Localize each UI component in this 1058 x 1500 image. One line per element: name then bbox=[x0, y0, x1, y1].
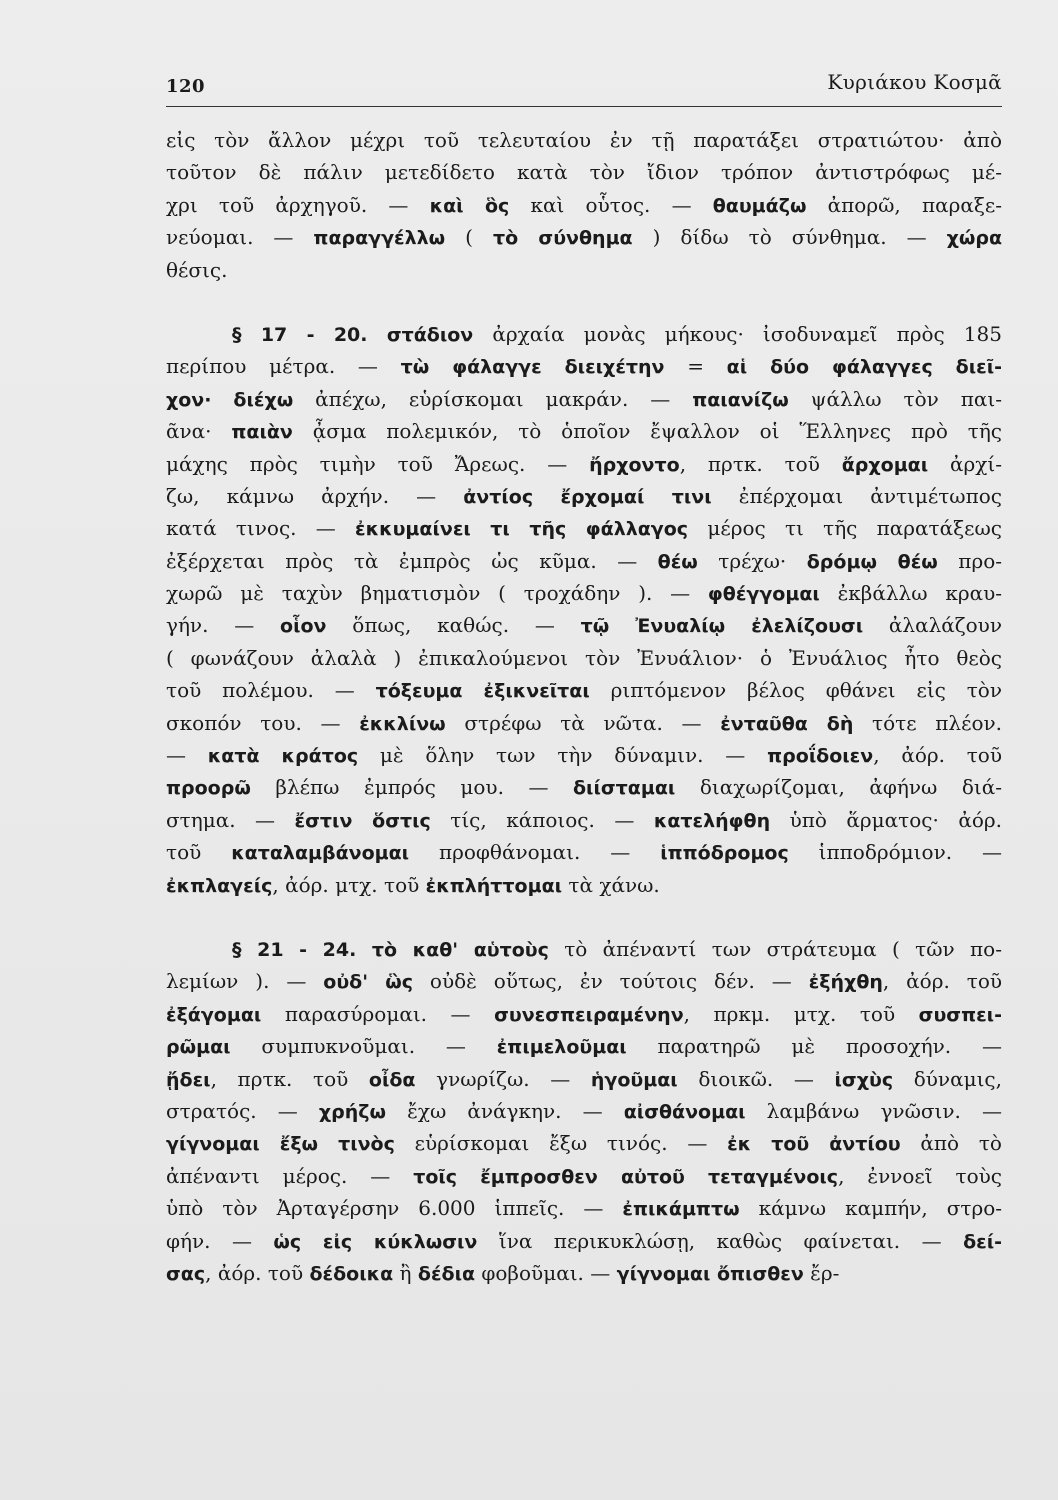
lemma-term: ἐκκυμαίνει τι τῆς φάλλαγος bbox=[355, 518, 689, 541]
gloss-text: καὶ οὗτος. — bbox=[509, 192, 713, 217]
lemma-term: ἐκκλίνω bbox=[359, 712, 446, 735]
text-line bbox=[166, 707, 1002, 739]
gloss-text: λεμίων ). — bbox=[166, 969, 324, 994]
lemma-term: § 17 - 20. bbox=[232, 323, 387, 346]
paragraph bbox=[166, 933, 1002, 1289]
gloss-text: στρατός. — bbox=[166, 1098, 319, 1123]
gloss-text: , ἐννοεῖ τοὺς bbox=[838, 1163, 1002, 1188]
body-text bbox=[166, 124, 1002, 1289]
gloss-text: τότε πλέον. bbox=[853, 710, 1002, 735]
lemma-term: ἐκ τοῦ ἀντίου bbox=[727, 1133, 901, 1156]
text-line bbox=[166, 1257, 1002, 1289]
text-line bbox=[166, 1160, 1002, 1192]
text-line bbox=[166, 674, 1002, 706]
gloss-text: προ- bbox=[937, 548, 1002, 573]
gloss-text: διαχωρίζομαι, ἀφήνω διά- bbox=[675, 775, 1002, 800]
gloss-text: φοβοῦμαι. — bbox=[475, 1260, 617, 1285]
gloss-text: θέσις. bbox=[166, 257, 228, 282]
gloss-text: ἔχω ἀνάγκην. — bbox=[386, 1098, 624, 1123]
gloss-text: βλέπω ἐμπρός μου. — bbox=[250, 775, 573, 800]
text-line bbox=[166, 933, 1002, 965]
lemma-term: χον· bbox=[166, 388, 212, 411]
lemma-term: παιανίζω bbox=[692, 388, 789, 411]
running-head: Κυριάκου Κοσμᾶ bbox=[827, 70, 1002, 94]
gloss-text: χρι τοῦ ἀρχηγοῦ. — bbox=[166, 192, 430, 217]
gloss-text: παρασύρομαι. — bbox=[261, 1001, 495, 1026]
lemma-term: χρήζω bbox=[318, 1100, 386, 1123]
gloss-text: λαμβάνω γνῶσιν. — bbox=[745, 1098, 1002, 1123]
gloss-text: γνωρίζω. — bbox=[415, 1066, 591, 1091]
gloss-text: σκοπόν του. — bbox=[166, 710, 360, 735]
lemma-term: τὸ καθ' αὑτοὺς bbox=[371, 938, 549, 961]
text-line bbox=[166, 739, 1002, 771]
text-line bbox=[166, 448, 1002, 480]
gloss-text: ἐπέρχομαι ἀντιμέτωπος bbox=[711, 483, 1002, 508]
gloss-text: ἀρχί- bbox=[928, 451, 1002, 476]
lemma-term: διέχω bbox=[233, 388, 294, 411]
gloss-text: ἀρχαία μονὰς μήκους· ἰσοδυναμεῖ πρὸς 185 bbox=[473, 321, 1002, 346]
gloss-text: ἔρ- bbox=[803, 1260, 840, 1285]
paragraph bbox=[166, 318, 1002, 901]
lemma-term: καὶ ὃς bbox=[429, 194, 510, 217]
lemma-term: διίσταμαι bbox=[573, 777, 676, 800]
lemma-term: δέδια bbox=[417, 1262, 476, 1285]
gloss-text: ὑπὸ ἅρματος· ἀόρ. bbox=[770, 807, 1002, 832]
lemma-term: συνεσπειραμένην bbox=[494, 1003, 684, 1026]
gloss-text: γήν. — bbox=[166, 613, 281, 638]
text-line bbox=[166, 350, 1002, 382]
text-line bbox=[166, 609, 1002, 641]
lemma-term: ὡς εἰς κύκλωσιν bbox=[273, 1230, 478, 1253]
lemma-term: χώρα bbox=[946, 227, 1002, 250]
lemma-term: ἱππόδρομος bbox=[660, 842, 789, 865]
lemma-term: παραγγέλλω bbox=[313, 227, 446, 250]
gloss-text: ψάλλω τὸν παι- bbox=[788, 386, 1002, 411]
lemma-term: σας bbox=[166, 1262, 206, 1285]
lemma-term: συσπει- bbox=[918, 1003, 1002, 1026]
text-line bbox=[166, 998, 1002, 1030]
text-line bbox=[166, 577, 1002, 609]
page-header bbox=[166, 70, 1002, 107]
gloss-text: κάμνω καμπήν, στρο- bbox=[739, 1196, 1002, 1221]
gloss-text: , ἀόρ. τοῦ bbox=[873, 743, 1002, 768]
text-line bbox=[166, 156, 1002, 188]
lemma-term: ἰσχὺς bbox=[834, 1068, 894, 1091]
text-line bbox=[166, 869, 1002, 901]
text-line bbox=[166, 836, 1002, 868]
gloss-text: ἐκβάλλω κραυ- bbox=[819, 581, 1002, 606]
gloss-text: , ἀόρ. τοῦ bbox=[205, 1260, 310, 1285]
text-line bbox=[166, 1030, 1002, 1062]
gloss-text: εἰς τὸν ἄλλον μέχρι τοῦ τελευταίου ἐν τῇ παρατάξει στρατιώτου· ἀπὸ bbox=[166, 128, 1002, 152]
text-line bbox=[166, 254, 1002, 286]
lemma-term: γίγνομαι ὄπισθεν bbox=[616, 1262, 804, 1285]
gloss-text: , ἀόρ. τοῦ bbox=[882, 969, 1002, 994]
lemma-term: ἐνταῦθα δὴ bbox=[720, 712, 854, 735]
text-line bbox=[166, 1225, 1002, 1257]
gloss-text: ( φωνάζουν ἀλαλὰ ) ἐπικαλούμενοι τὸν Ἐνυάλιον· ὁ Ἐνυάλιος ἦτο θεὸς bbox=[166, 645, 1002, 670]
text-line bbox=[166, 221, 1002, 253]
gloss-text: μὲ ὅλην των τὴν δύναμιν. — bbox=[358, 743, 768, 768]
lemma-term: προορῶ bbox=[166, 777, 251, 800]
gloss-text: τοῦ bbox=[166, 840, 232, 865]
gloss-text: τὰ χάνω. bbox=[562, 872, 660, 897]
gloss-text: ἀπέχω, εὑρίσκομαι μακράν. — bbox=[293, 386, 693, 411]
lemma-term: ἐξήχθη bbox=[808, 971, 883, 994]
gloss-text: στημα. — bbox=[166, 807, 295, 832]
gloss-text: ὑπὸ τὸν Ἀρταγέρσην 6.000 ἱππεῖς. — bbox=[166, 1196, 623, 1221]
paragraph-gap bbox=[166, 286, 1002, 318]
lemma-term: δεί- bbox=[963, 1230, 1002, 1253]
gloss-text: τὸ ἀπέναντί των στράτευμα ( τῶν πο- bbox=[548, 936, 1002, 961]
lemma-term: ἀντίος ἔρχομαί τινι bbox=[463, 485, 712, 508]
gloss-text: ἀπὸ τὸ bbox=[900, 1131, 1002, 1156]
text-line bbox=[166, 545, 1002, 577]
gloss-text: ἵνα περικυκλώσῃ, καθὼς φαίνεται. — bbox=[477, 1228, 964, 1253]
gloss-text: τίς, κάποιος. — bbox=[430, 807, 654, 832]
lemma-term: ᾔδει bbox=[166, 1068, 211, 1091]
text-line bbox=[166, 124, 1002, 156]
lemma-term: θέω bbox=[657, 550, 698, 573]
gloss-text: κατά τινος. — bbox=[166, 516, 356, 541]
lemma-term: ἔστιν ὅστις bbox=[294, 809, 431, 832]
gloss-text: = bbox=[664, 354, 727, 379]
gloss-text: νεύομαι. — bbox=[166, 225, 314, 250]
lemma-term: αἰσθάνομαι bbox=[623, 1100, 746, 1123]
lemma-term: κατὰ κράτος bbox=[207, 745, 359, 768]
text-line bbox=[166, 1192, 1002, 1224]
gloss-text: ( bbox=[445, 225, 493, 250]
lemma-term: φθέγγομαι bbox=[707, 583, 820, 606]
lemma-term: κατελήφθη bbox=[653, 809, 771, 832]
lemma-term: ἐξάγομαι bbox=[166, 1003, 262, 1026]
text-line bbox=[166, 318, 1002, 350]
lemma-term: τὼ φάλαγγε διειχέτην bbox=[400, 356, 665, 379]
text-line bbox=[166, 383, 1002, 415]
text-line bbox=[166, 1095, 1002, 1127]
text-line bbox=[166, 804, 1002, 836]
lemma-term: τὸ σύνθημα bbox=[492, 227, 633, 250]
lemma-term: ρῶμαι bbox=[166, 1036, 231, 1059]
lemma-term: θαυμάζω bbox=[712, 194, 807, 217]
gloss-text: περίπου μέτρα. — bbox=[166, 354, 401, 379]
gloss-text: ζω, κάμνω ἀρχήν. — bbox=[166, 483, 464, 508]
gloss-text: ᾆσμα πολεμικόν, τὸ ὁποῖον ἔψαλλον οἱ Ἕλληνες πρὸ τῆς bbox=[292, 419, 1002, 444]
paragraph-gap bbox=[166, 901, 1002, 933]
gloss-text: ἀπορῶ, παραξε- bbox=[806, 192, 1002, 217]
gloss-text: μέρος τι τῆς παρατάξεως bbox=[688, 516, 1002, 541]
lemma-term: ἄρχομαι bbox=[841, 453, 929, 476]
gloss-text: προφθάνομαι. — bbox=[409, 840, 661, 865]
text-line bbox=[166, 642, 1002, 674]
text-line bbox=[166, 771, 1002, 803]
gloss-text: συμπυκνοῦμαι. — bbox=[230, 1034, 497, 1059]
gloss-text: ἱπποδρόμιον. — bbox=[788, 840, 1002, 865]
gloss-text: ἀπέναντι μέρος. — bbox=[166, 1163, 414, 1188]
page-number: 120 bbox=[166, 76, 206, 97]
gloss-text: ᾶνα· bbox=[166, 419, 232, 444]
lemma-term: ἐπικάμπτω bbox=[622, 1198, 740, 1221]
gloss-text: , πρτκ. τοῦ bbox=[210, 1066, 369, 1091]
gloss-text: ἀλαλάζουν bbox=[863, 613, 1002, 638]
lemma-term: ἐκπλαγείς bbox=[166, 874, 273, 897]
gloss-text: ἢ bbox=[393, 1260, 418, 1285]
gloss-text: εὑρίσκομαι ἔξω τινός. — bbox=[394, 1131, 728, 1156]
gloss-text: , πρτκ. τοῦ bbox=[679, 451, 842, 476]
text-line bbox=[166, 480, 1002, 512]
gloss-text: δύναμις, bbox=[893, 1066, 1002, 1091]
lemma-term: ἡγοῦμαι bbox=[590, 1068, 678, 1091]
gloss-text: τοῦ πολέμου. — bbox=[166, 678, 376, 703]
gloss-text: στρέφω τὰ νῶτα. — bbox=[445, 710, 721, 735]
gloss-text bbox=[211, 387, 233, 411]
gloss-text: ) δίδω τὸ σύνθημα. — bbox=[632, 225, 947, 250]
gloss-text: τρέχω· bbox=[697, 548, 807, 573]
lemma-term: δρόμῳ θέω bbox=[806, 550, 938, 573]
lemma-term: αἱ δύο φάλαγγες διεῖ- bbox=[726, 356, 1002, 379]
gloss-text: , πρκμ. μτχ. τοῦ bbox=[683, 1001, 919, 1026]
lemma-term: ἤρχοντο bbox=[589, 453, 680, 476]
text-line bbox=[166, 512, 1002, 544]
gloss-text: παρατηρῶ μὲ προσοχήν. — bbox=[626, 1034, 1002, 1059]
gloss-text: — bbox=[166, 743, 208, 768]
lemma-term: τοῖς ἔμπροσθεν αὐτοῦ τεταγμένοις bbox=[413, 1165, 839, 1188]
gloss-text: ριπτόμενον βέλος φθάνει εἰς τὸν bbox=[589, 678, 1002, 703]
lemma-term: οἶδα bbox=[368, 1068, 416, 1091]
gloss-text: ἐξέρχεται πρὸς τὰ ἐμπρὸς ὡς κῦμα. — bbox=[166, 548, 658, 573]
lemma-term: τόξευμα ἐξικνεῖται bbox=[375, 680, 590, 703]
gloss-text: φήν. — bbox=[166, 1228, 274, 1253]
lemma-term: καταλαμβάνομαι bbox=[231, 842, 410, 865]
lemma-term: ἐκπλήττομαι bbox=[425, 874, 563, 897]
text-line bbox=[166, 965, 1002, 997]
lemma-term: οἷον bbox=[280, 615, 327, 638]
paragraph bbox=[166, 124, 1002, 286]
gloss-text: , ἀόρ. μτχ. τοῦ bbox=[272, 872, 426, 897]
text-line bbox=[166, 1127, 1002, 1159]
gloss-text: μάχης πρὸς τιμὴν τοῦ Ἄρεως. — bbox=[166, 451, 590, 476]
gloss-text: διοικῶ. — bbox=[677, 1066, 835, 1091]
gloss-text: χωρῶ μὲ ταχὺν βηματισμὸν ( τροχάδην ). — bbox=[166, 581, 708, 606]
lemma-term: § 21 - 24. bbox=[232, 938, 372, 961]
lemma-term: στάδιον bbox=[386, 323, 474, 346]
lemma-term: τῷ Ἐνυαλίῳ ἐλελίζουσι bbox=[580, 615, 864, 638]
gloss-text: τοῦτον δὲ πάλιν μετεδίδετο κατὰ τὸν ἴδιον τρόπον ἀντιστρόφως μέ- bbox=[166, 160, 1002, 185]
text-line bbox=[166, 415, 1002, 447]
lemma-term: γίγνομαι ἔξω τινὸς bbox=[166, 1133, 395, 1156]
lemma-term: δέδοικα bbox=[309, 1262, 394, 1285]
lemma-term: παιὰν bbox=[231, 421, 293, 444]
lemma-term: ἐπιμελοῦμαι bbox=[496, 1036, 627, 1059]
text-line bbox=[166, 1063, 1002, 1095]
gloss-text: οὐδὲ οὕτως, ἐν τούτοις δέν. — bbox=[412, 969, 809, 994]
lemma-term: οὐδ' ὣς bbox=[323, 971, 413, 994]
text-line bbox=[166, 189, 1002, 221]
gloss-text: ὅπως, καθώς. — bbox=[326, 613, 581, 638]
lemma-term: προΐδοιεν bbox=[767, 745, 874, 768]
